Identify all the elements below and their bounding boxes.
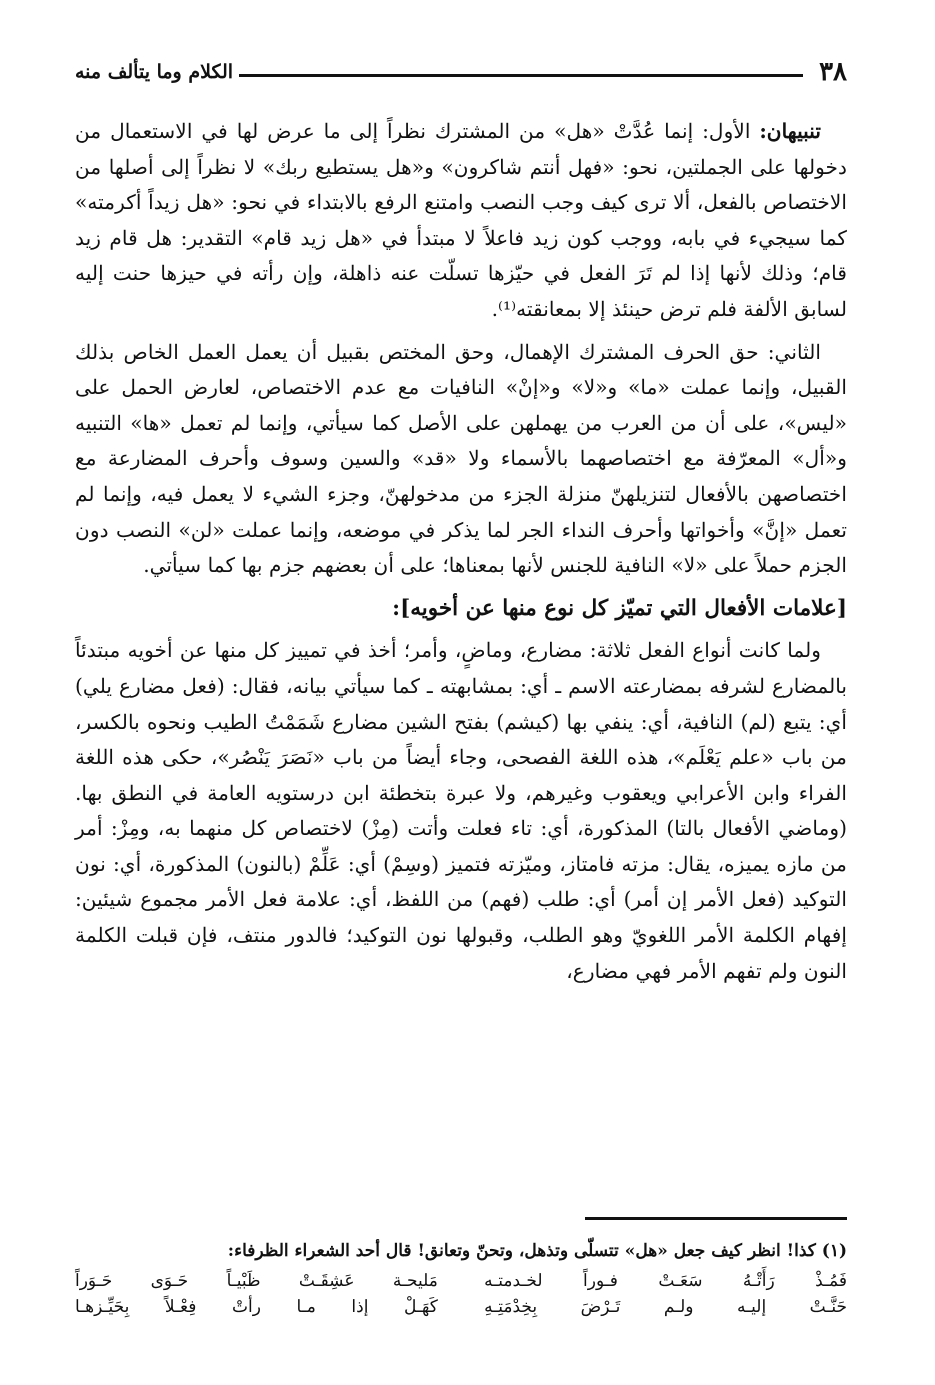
page-number: ٣٨ [819,57,847,87]
paragraph-lead: تنبيهان: [759,119,821,143]
verse-line [75,1268,847,1294]
page-header [75,52,847,92]
footnote [75,1238,847,1320]
verse-first-hemistich: حَنَّـتْ إليـه ولـم تَـرْضَ بِخِدْمَتِـهِ [484,1297,847,1317]
paragraph-verb-signs [75,633,847,989]
main-text [75,114,847,989]
paragraph-text: الأول: إنما عُدَّتْ «هل» من المشترك نظراً إلى ما عرض لها في الاستعمال من دخولها على الجملتين، نحو: «فهل أنتم شاكرون» و«هل يستطيع ربك» لا نظراً إلى أصلها من الاختصاص بالفعل، ألا ترى كيف وجب النصب وامتنع الرفع بالابتداء في نحو: «هل زيداً أكرمته» كما سيجيء في بابه، ووجب كون زيد فاعلاً لا مبتدأ في «هل زيد قام» التقدير: هل قام زيد قام؛ وذلك لأنها إذا لم تَرَ الفعل في حيّزها تسلّت عنه ذاهلة، وإن رأته في حيزها حنت إليه لسابق الألفة فلم ترض حينئذ إلا بمعانقته⁽¹⁾. [75,119,847,321]
paragraph-tanbihan [75,114,847,328]
verse-line [75,1294,847,1320]
paragraph-text: الثاني: حق الحرف المشترك الإهمال، وحق المختص بقبيل أن يعمل العمل الخاص بذلك القبيل، وإنما عملت «ما» و«لا» و«إنْ» النافيات مع عدم الاختصاص، لعارض الحمل على «ليس»، على أن من العرب من يهملهن على الأصل كما سيأتي، وإنما لم تعمل «ها» التنبيه و«أل» المعرّفة مع اختصاصهما بالأسماء ولا «قد» والسين وسوف وأحرف المضارعة مع اختصاصهن بالأفعال لتنزيلهنّ منزلة الجزء من مدخولهنّ، وجزء الشيء لا يعمل فيه، وإنما لم تعمل «إنَّ» وأخواتها وأحرف النداء الجر لما يذكر في موضعه، وإنما عملت «لن» النصب دون الجزم حملاً على «لا» النافية للجنس لأنها بمعناها؛ على أن بعضهم جزم بها كما سيأتي. [75,339,847,578]
header-rule [239,74,803,77]
footnote-intro: (١) كذا! انظر كيف جعل «هل» تتسلّى وتذهل، وتحنّ وتعانق! قال أحد الشعراء الظرفاء: [227,1241,847,1261]
footnote-rule [585,1217,847,1220]
paragraph-second-note [75,335,847,584]
running-title: الكلام وما يتألف منه [75,61,234,83]
section-heading: [علامات الأفعال التي تميّز كل نوع منها عن أخويه]: [392,595,847,621]
paragraph-text: ولما كانت أنواع الفعل ثلاثة: مضارع، وماضٍ، وأمر؛ أخذ في تمييز كل منها عن أخويه مبتدئاً بالمضارع لشرفه بمضارعته الاسم ـ أي: بمشابهته ـ كما سيأتي بيانه، فقال: (فعل مضارع يلي) أي: يتبع (لم) النافية، أي: ينفي بها (كيشم) بفتح الشين مضارع شَمَمْتُ الطيب ونحوه بالكسر، من باب «علم يَعْلَم»، هذه اللغة الفصحى، وجاء أيضاً من باب «نَصَرَ يَنْصُر»، حكى هذه اللغة الفراء وابن الأعرابي ويعقوب وغيرهم، ولا عبرة بتخطئة ابن درستويه العامة في النطق بها. (وماضي الأفعال بالتا) المذكورة، أي: تاء فعلت وأتت (مِزْ) لاختصاص كل منهما به، ومِزْ: أمر من مازه يميزه، يقال: مزته فامتاز، وميّزته فتميز (وسِمْ) أي: عَلِّمْ (بالنون) المذكورة، أي: نون التوكيد (فعل الأمر إن أمر) أي: طلب (فهم) من اللفظ، أي: علامة فعل الأمر مجموع شيئين: إفهام الكلمة الأمر اللغويّ وهو الطلب، وقبولها نون التوكيد؛ فالدور منتف، فإن قبلت الكلمة النون ولم تفهم الأمر فهي مضارع، [75,638,847,983]
verse-first-hemistich: فَمُـذْ رَأَتْـهُ سَعَـتْ فـوراً لخـدمتـه [484,1271,847,1291]
verse-second-hemistich: كَهَـلْ إذا مـا رأتْ فِعْـلاً بِحَيِّـزهـا [75,1297,438,1317]
verse-second-hemistich: مَليحـة عَشِقَـتْ ظَبْيـاً حَـوَى حَـوَراً [75,1271,438,1291]
